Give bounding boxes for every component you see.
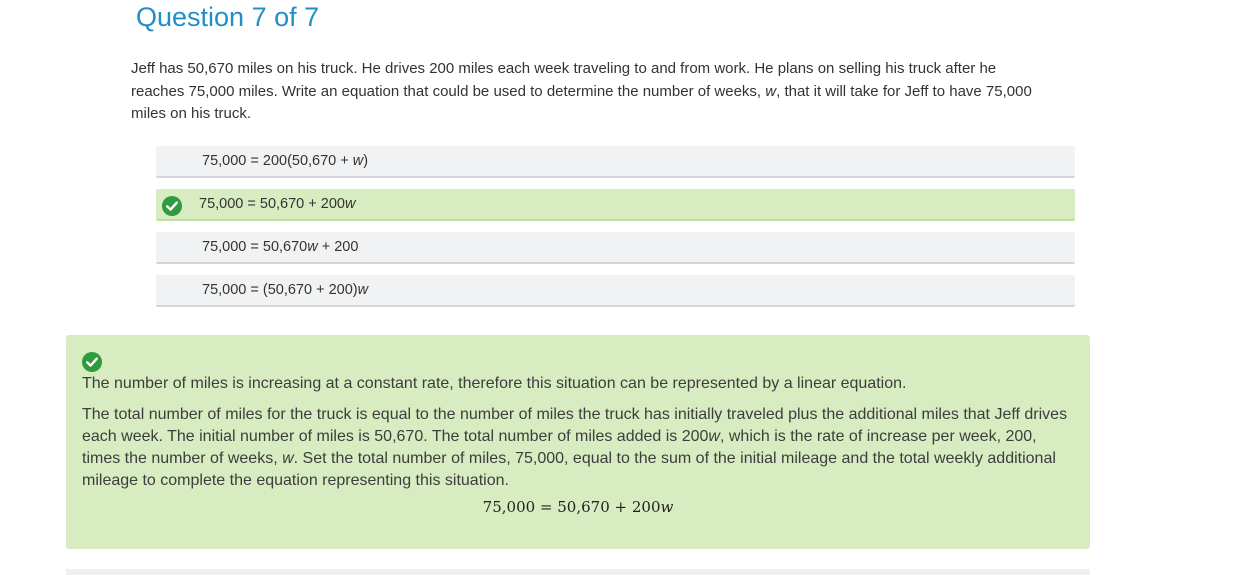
explanation-variable: w: [708, 428, 720, 445]
explanation-text: , which is the rate of increase per week, 200, times the number of weeks,: [82, 428, 1037, 467]
question-text: [131, 58, 1051, 126]
next-panel-edge: [66, 569, 1090, 575]
check-circle-icon: [162, 196, 182, 216]
option-text: 75,000 = 50,670 + 200: [199, 196, 345, 212]
explanation-variable: w: [282, 450, 294, 467]
answer-option-4[interactable]: [156, 275, 1075, 307]
equation-variable: w: [660, 498, 674, 516]
answer-option-3[interactable]: [156, 232, 1075, 264]
question-text-variable: w: [765, 82, 777, 100]
answer-option-label: [202, 232, 358, 263]
option-text-end: ): [363, 153, 369, 169]
question-text-part1: Jeff has 50,670 miles on his truck. He drives 200 miles each week traveling to and from work. He plans on selling his truck after he reaches 75,000 miles. Write an equation that could be used to determine the number of weeks,: [131, 60, 997, 100]
check-circle-icon: [82, 352, 102, 372]
option-text: 75,000 = 50,670: [202, 239, 308, 255]
answer-option-label: [199, 189, 355, 220]
option-variable: w: [307, 239, 318, 255]
answer-option-2-correct[interactable]: [156, 189, 1075, 221]
explanation-text: . Set the total number of miles, 75,000, equal to the sum of the initial mileage and the total weekly additional mileage to complete the equation representing this situation.: [82, 450, 1056, 489]
option-text: 75,000 = 200(50,670 +: [202, 153, 353, 169]
answer-options: [156, 146, 1075, 318]
option-variable: w: [344, 196, 356, 212]
feedback-summary: The number of miles is increasing at a constant rate, therefore this situation can be represented by a linear equation.: [82, 375, 907, 392]
question-title: Question 7 of 7: [136, 2, 320, 32]
option-variable: w: [357, 282, 369, 298]
feedback-panel: [66, 335, 1090, 549]
answer-option-label: [202, 146, 368, 177]
option-text-end: + 200: [317, 239, 359, 255]
explanation-text: The total number of miles for the truck is equal to the number of miles the truck has initially traveled plus the additional miles that Jeff drives each week. The initial number of miles is 50,670. The total number of miles added is 200: [82, 406, 1068, 445]
option-variable: w: [352, 153, 364, 169]
feedback-equation: [66, 498, 1090, 516]
question-text-part2: , that it will take for Jeff to have 75,000 miles on his truck.: [131, 82, 1032, 122]
answer-option-label: [202, 275, 368, 306]
option-text: 75,000 = (50,670 + 200): [202, 282, 358, 298]
equation-text: 75,000 = 50,670 + 200: [482, 498, 661, 516]
answer-option-1[interactable]: [156, 146, 1075, 178]
feedback-explanation: [82, 404, 1072, 492]
